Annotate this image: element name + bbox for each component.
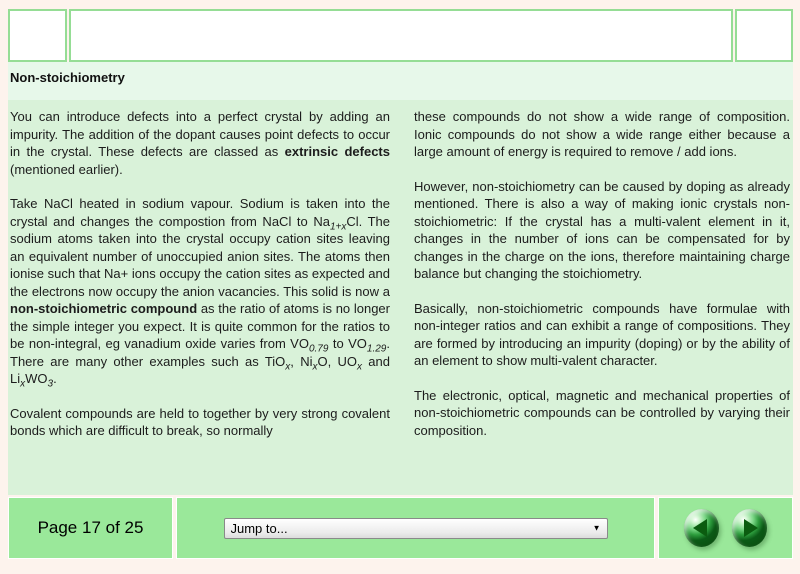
previous-page-button[interactable] xyxy=(684,509,719,547)
page-title: Non-stoichiometry xyxy=(8,62,793,100)
jump-cell xyxy=(176,497,655,559)
jump-select-wrap xyxy=(224,518,608,539)
header-banner xyxy=(69,9,733,62)
content-column-right xyxy=(414,108,790,495)
nav-cell xyxy=(658,497,793,559)
select-dropdown-arrow-icon: ▼ xyxy=(592,523,601,533)
page-indicator-cell xyxy=(8,497,173,559)
jump-to-select[interactable] xyxy=(224,518,608,539)
arrow-left-icon xyxy=(693,519,707,537)
header-box-left xyxy=(8,9,67,62)
paragraph: However, non-stoichiometry can be caused by doping as already mentioned. There is also a way of making ionic crystals non-stoichiometric: If the crystal has a multi-valent element in it, changes in the number of ions can be compensated for by changes in the charge on the ions, therefore maintaining charge balance but changing the stoichiometry. xyxy=(414,178,790,281)
paragraph: these compounds do not show a wide range of composition. Ionic compounds do not show a wide range either because a large amount of energy is required to remove / add ions. xyxy=(414,109,790,159)
paragraph: The electronic, optical, magnetic and mechanical properties of non-stoichiometric compounds can be controlled by varying their composition. xyxy=(414,387,790,438)
lesson-content xyxy=(8,100,793,495)
content-column-left xyxy=(10,108,390,495)
header-box-right xyxy=(735,9,793,62)
paragraph: Covalent compounds are held to together by very strong covalent bonds which are difficult to break, so normally xyxy=(10,405,390,438)
bottom-bar xyxy=(8,497,793,559)
paragraph: You can introduce defects into a perfect crystal by adding an impurity. The addition of the dopant causes point defects to occur in the crystal. These defects are classed as extrinsic defects (mentioned earlier). xyxy=(10,109,390,177)
paragraph: Take NaCl heated in sodium vapour. Sodium is taken into the crystal and changes the compostion from NaCl to $Na_{1+x}Cl$. The sodium atoms taken into the crystal occupy cation sites leaving an equivalent number of unoccupied anion sites. The atoms then ionise such that Na+ ions occupy the cation sites as expected and the electrons now occupy the anion vacancies. This solid is now a non-stoichiometric compound as the ratio of atoms is no longer the simple integer you expect. It is quite common for the ratios to be non-integral, eg vanadium oxide varies from $VO_{0.79}$ to $VO_{1.29}$. There are many other examples such as TiO$_x$, $Ni_xO$, $UO_x$ and $Li_xWO_3$. xyxy=(10,196,391,390)
paragraph: Basically, non-stoichiometric compounds have formulae with non-integer ratios and can exhibit a range of compositions. They are formed by introducing an impurity (doping) or by the ability of an element to show multi-valent character. xyxy=(414,300,790,368)
next-page-button[interactable] xyxy=(732,509,767,547)
arrow-right-icon xyxy=(744,519,758,537)
page-indicator: Page 17 of 25 xyxy=(37,518,144,537)
header-row xyxy=(8,9,793,62)
